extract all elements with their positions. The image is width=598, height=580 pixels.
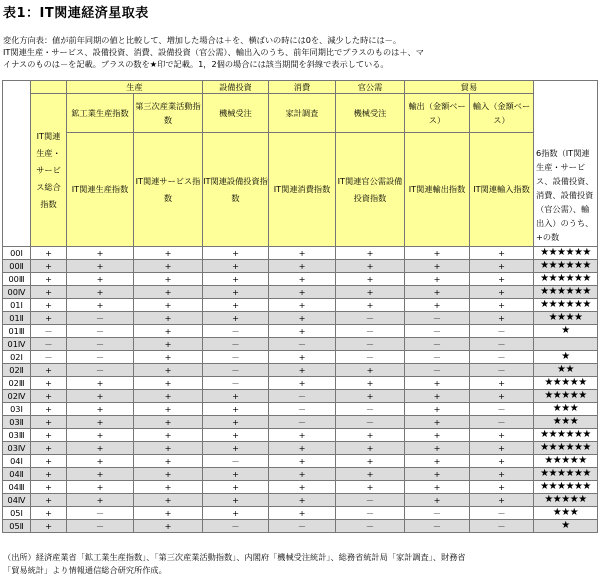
change-cell: + (31, 299, 67, 312)
star-count-cell: ★★★★★ (534, 377, 598, 390)
change-cell: － (269, 338, 336, 351)
source-index-header: 機械受注 (203, 94, 269, 133)
change-cell: + (269, 455, 336, 468)
change-cell: + (336, 377, 405, 390)
change-cell: － (405, 312, 470, 325)
change-cell: + (405, 403, 470, 416)
change-cell: － (336, 325, 405, 338)
change-cell: + (269, 351, 336, 364)
change-cell: + (405, 273, 470, 286)
change-cell: + (405, 286, 470, 299)
period-cell: 04Ⅲ (3, 481, 31, 494)
group-header-blank (31, 81, 67, 94)
source-line: （出所）経済産業省「鉱工業生産指数」、「第三次産業活動指数」、内閣府「機械受注統計」、総務省統計局「家計調査」、財務省 (3, 552, 466, 562)
change-cell: + (31, 481, 67, 494)
source-line: 「貿易統計」より情報通信総合研究所作成。 (3, 565, 167, 575)
source-index-header: 第三次産業活動指数 (134, 94, 203, 133)
change-cell: － (470, 338, 534, 351)
change-cell: + (134, 520, 203, 533)
group-header: 貿易 (405, 81, 534, 94)
change-cell: + (134, 390, 203, 403)
change-cell: + (269, 286, 336, 299)
change-cell: － (67, 325, 134, 338)
change-cell: + (31, 468, 67, 481)
period-cell: 05Ⅱ (3, 520, 31, 533)
change-cell: + (269, 494, 336, 507)
table-row (3, 494, 598, 507)
star-count-cell: ★★★ (534, 403, 598, 416)
period-cell: 04Ⅳ (3, 494, 31, 507)
star-count-cell: ★★★★★ (534, 390, 598, 403)
change-cell: + (31, 286, 67, 299)
change-cell: + (134, 416, 203, 429)
change-cell: － (470, 520, 534, 533)
change-cell: + (31, 507, 67, 520)
change-cell: + (134, 299, 203, 312)
change-cell: + (470, 455, 534, 468)
period-cell: 01Ⅲ (3, 325, 31, 338)
change-cell: + (203, 273, 269, 286)
change-cell: + (405, 481, 470, 494)
change-cell: + (31, 455, 67, 468)
index-header: IT関連生産指数 (67, 133, 134, 247)
change-cell: + (31, 377, 67, 390)
star-count-cell: ★ (534, 325, 598, 338)
change-cell: + (405, 260, 470, 273)
change-cell: + (134, 494, 203, 507)
change-cell: － (405, 325, 470, 338)
change-cell: + (269, 377, 336, 390)
star-count-cell (534, 338, 598, 351)
change-cell: + (336, 260, 405, 273)
change-cell: + (31, 247, 67, 260)
table-row (3, 507, 598, 520)
change-cell: + (203, 442, 269, 455)
period-cell: 04Ⅱ (3, 468, 31, 481)
change-cell: + (203, 468, 269, 481)
change-cell: + (336, 468, 405, 481)
change-cell: + (67, 286, 134, 299)
table-row (3, 247, 598, 260)
change-cell: + (336, 442, 405, 455)
change-cell: － (67, 312, 134, 325)
period-cell: 02Ⅰ (3, 351, 31, 364)
change-cell: + (31, 403, 67, 416)
period-cell: 02Ⅳ (3, 390, 31, 403)
change-cell: + (470, 390, 534, 403)
change-cell: － (67, 364, 134, 377)
change-cell: － (336, 312, 405, 325)
group-header: 生産 (67, 81, 203, 94)
change-cell: － (203, 364, 269, 377)
change-cell: + (405, 455, 470, 468)
change-cell: + (31, 429, 67, 442)
star-count-cell: ★★★★★★ (534, 468, 598, 481)
change-cell: + (67, 299, 134, 312)
change-cell: + (31, 494, 67, 507)
note-line: イナスのものは－を記載。プラスの数を★印で記載。1，2個の場合には該当期間を斜線で表示している。 (3, 59, 389, 69)
change-cell: + (67, 468, 134, 481)
table-row (3, 273, 598, 286)
star-count-cell: ★★★★★ (534, 494, 598, 507)
change-cell: + (405, 247, 470, 260)
change-cell: － (67, 351, 134, 364)
star-count-cell: ★★★★★★ (534, 273, 598, 286)
change-cell: + (269, 273, 336, 286)
change-cell: － (405, 338, 470, 351)
change-cell: + (134, 507, 203, 520)
change-cell: + (134, 442, 203, 455)
change-cell: － (336, 338, 405, 351)
change-cell: + (67, 247, 134, 260)
change-cell: － (269, 390, 336, 403)
change-cell: － (470, 351, 534, 364)
change-cell: + (269, 442, 336, 455)
page-title: 表1：IT関連経済星取表 (3, 6, 149, 21)
change-cell: － (269, 416, 336, 429)
change-cell: + (67, 403, 134, 416)
table-row (3, 416, 598, 429)
star-count-cell: ★★★★★ (534, 455, 598, 468)
change-cell: + (203, 429, 269, 442)
change-cell: － (336, 403, 405, 416)
period-cell: 05Ⅰ (3, 507, 31, 520)
change-cell: + (67, 494, 134, 507)
change-cell: + (203, 390, 269, 403)
table-row (3, 325, 598, 338)
change-cell: － (470, 507, 534, 520)
index-header: IT関連設備投資指数 (203, 133, 269, 247)
change-cell: + (134, 403, 203, 416)
period-cell: 00Ⅲ (3, 273, 31, 286)
table-row (3, 312, 598, 325)
change-cell: － (203, 325, 269, 338)
table-row (3, 377, 598, 390)
change-cell: + (269, 312, 336, 325)
change-cell: + (470, 286, 534, 299)
change-cell: + (405, 416, 470, 429)
change-cell: + (31, 416, 67, 429)
table-row (3, 442, 598, 455)
change-cell: + (203, 481, 269, 494)
period-cell: 03Ⅲ (3, 429, 31, 442)
change-cell: + (336, 299, 405, 312)
period-cell: 04Ⅰ (3, 455, 31, 468)
change-cell: + (269, 429, 336, 442)
change-cell: + (269, 468, 336, 481)
change-cell: － (470, 403, 534, 416)
change-cell: － (269, 520, 336, 533)
source-index-header: 鉱工業生産指数 (67, 94, 134, 133)
period-cell: 00Ⅱ (3, 260, 31, 273)
change-cell: + (67, 429, 134, 442)
star-count-cell: ★★★★ (534, 312, 598, 325)
change-cell: + (269, 481, 336, 494)
change-cell: － (269, 403, 336, 416)
change-cell: － (31, 351, 67, 364)
results-table (2, 80, 598, 533)
change-cell: + (269, 507, 336, 520)
change-cell: + (269, 325, 336, 338)
source-index-header: 輸出（金額ベース） (405, 94, 470, 133)
star-count-cell: ★ (534, 520, 598, 533)
plus-count-header: 6指数（IT関連生産・サービス、設備投資、消費、設備投資（官公需）、輸出入）のうち、+の数 (534, 81, 598, 247)
index-header: IT関連輸出指数 (405, 133, 470, 247)
table-row (3, 481, 598, 494)
change-cell: + (134, 481, 203, 494)
change-cell: + (336, 455, 405, 468)
change-cell: + (203, 416, 269, 429)
change-cell: + (470, 247, 534, 260)
change-cell: － (203, 520, 269, 533)
change-cell: + (470, 442, 534, 455)
change-cell: － (203, 338, 269, 351)
change-cell: － (470, 364, 534, 377)
change-cell: + (405, 442, 470, 455)
change-cell: + (67, 455, 134, 468)
note-line: IT関連生産・サービス、設備投資、消費、設備投資（官公需）、輸出入のうち、前年同期比でプラスのものは＋、マ (3, 47, 424, 57)
change-cell: + (67, 377, 134, 390)
table-row (3, 364, 598, 377)
change-cell: + (470, 494, 534, 507)
table-row (3, 299, 598, 312)
source-index-header: 家計調査 (269, 94, 336, 133)
change-cell: + (31, 390, 67, 403)
table-row (3, 390, 598, 403)
change-cell: + (203, 247, 269, 260)
change-cell: + (67, 260, 134, 273)
table-row (3, 455, 598, 468)
change-cell: － (67, 338, 134, 351)
change-cell: + (134, 455, 203, 468)
change-cell: + (134, 325, 203, 338)
star-count-cell: ★★★★★★ (534, 260, 598, 273)
star-count-cell: ★★★★★★ (534, 247, 598, 260)
change-cell: + (134, 286, 203, 299)
change-cell: + (336, 390, 405, 403)
star-count-cell: ★★★★★★ (534, 481, 598, 494)
change-cell: + (203, 312, 269, 325)
change-cell: － (470, 325, 534, 338)
table-row (3, 429, 598, 442)
index-header: IT関連サービス指数 (134, 133, 203, 247)
change-cell: － (67, 520, 134, 533)
change-cell: + (67, 390, 134, 403)
change-cell: + (67, 416, 134, 429)
change-cell: + (269, 247, 336, 260)
change-cell: + (203, 494, 269, 507)
star-count-cell: ★★ (534, 364, 598, 377)
note-line: 変化方向表：値が前年同期の値と比較して、増加した場合は＋を、横ばいの時には0を、減少した時には－。 (3, 35, 402, 45)
change-cell: + (470, 429, 534, 442)
change-cell: － (405, 364, 470, 377)
change-cell: + (67, 481, 134, 494)
change-cell: － (31, 338, 67, 351)
change-cell: + (336, 247, 405, 260)
change-cell: + (470, 481, 534, 494)
change-cell: － (336, 494, 405, 507)
change-cell: － (336, 416, 405, 429)
source-index-header: 輸入（金額ベース） (470, 94, 534, 133)
period-cell: 03Ⅱ (3, 416, 31, 429)
change-cell: + (203, 507, 269, 520)
period-cell: 01Ⅱ (3, 312, 31, 325)
change-cell: + (134, 377, 203, 390)
table-row (3, 260, 598, 273)
change-cell: － (405, 351, 470, 364)
group-header: 設備投資 (203, 81, 269, 94)
change-cell: － (336, 520, 405, 533)
period-cell: 01Ⅰ (3, 299, 31, 312)
change-cell: + (31, 273, 67, 286)
period-cell: 03Ⅰ (3, 403, 31, 416)
change-cell: + (269, 364, 336, 377)
change-cell: + (470, 468, 534, 481)
change-cell: + (405, 299, 470, 312)
change-cell: + (405, 390, 470, 403)
change-cell: － (31, 325, 67, 338)
it-total-header: IT関連生産・サービス総合指数 (31, 94, 67, 247)
change-cell: + (31, 520, 67, 533)
change-cell: + (31, 442, 67, 455)
change-cell: + (405, 429, 470, 442)
change-cell: + (470, 273, 534, 286)
star-count-cell: ★★★ (534, 507, 598, 520)
change-cell: － (203, 377, 269, 390)
change-cell: + (336, 364, 405, 377)
group-header: 官公需 (336, 81, 405, 94)
star-count-cell: ★★★ (534, 416, 598, 429)
change-cell: + (134, 312, 203, 325)
period-cell: 00Ⅰ (3, 247, 31, 260)
star-count-cell: ★ (534, 351, 598, 364)
change-cell: － (203, 351, 269, 364)
change-cell: + (134, 468, 203, 481)
change-cell: + (203, 299, 269, 312)
change-cell: + (67, 273, 134, 286)
change-cell: + (203, 260, 269, 273)
table-row (3, 468, 598, 481)
change-cell: + (134, 247, 203, 260)
period-cell: 01Ⅳ (3, 338, 31, 351)
table-row (3, 338, 598, 351)
change-cell: + (470, 260, 534, 273)
change-cell: + (31, 364, 67, 377)
change-cell: － (203, 455, 269, 468)
change-cell: － (336, 507, 405, 520)
star-count-cell: ★★★★★★ (534, 442, 598, 455)
change-cell: + (336, 273, 405, 286)
change-cell: + (405, 494, 470, 507)
period-header (3, 81, 31, 247)
change-cell: + (134, 351, 203, 364)
source-note (3, 551, 597, 577)
period-cell: 02Ⅱ (3, 364, 31, 377)
table-row (3, 520, 598, 533)
period-cell: 00Ⅳ (3, 286, 31, 299)
change-cell: + (134, 364, 203, 377)
change-cell: + (67, 442, 134, 455)
change-cell: － (405, 507, 470, 520)
table-row (3, 403, 598, 416)
change-cell: + (470, 312, 534, 325)
change-cell: + (336, 429, 405, 442)
change-cell: + (203, 286, 269, 299)
index-header: IT関連輸入指数 (470, 133, 534, 247)
change-cell: + (336, 481, 405, 494)
change-cell: － (405, 520, 470, 533)
change-cell: + (269, 260, 336, 273)
change-cell: + (336, 286, 405, 299)
change-cell: + (470, 377, 534, 390)
change-cell: + (269, 299, 336, 312)
star-count-cell: ★★★★★★ (534, 299, 598, 312)
change-cell: － (67, 507, 134, 520)
change-cell: + (31, 260, 67, 273)
change-cell: + (134, 260, 203, 273)
change-cell: + (405, 468, 470, 481)
star-count-cell: ★★★★★★ (534, 429, 598, 442)
table-row (3, 351, 598, 364)
change-cell: + (405, 377, 470, 390)
source-index-header: 機械受注 (336, 94, 405, 133)
group-header: 消費 (269, 81, 336, 94)
change-cell: + (134, 338, 203, 351)
star-count-cell: ★★★★★★ (534, 286, 598, 299)
change-cell: － (336, 351, 405, 364)
change-cell: + (203, 403, 269, 416)
index-header: IT関連官公需設備投資指数 (336, 133, 405, 247)
change-cell: + (134, 273, 203, 286)
change-cell: + (134, 429, 203, 442)
period-cell: 02Ⅲ (3, 377, 31, 390)
change-cell: + (470, 299, 534, 312)
change-cell: － (470, 416, 534, 429)
table-row (3, 286, 598, 299)
change-cell: + (31, 312, 67, 325)
index-header: IT関連消費指数 (269, 133, 336, 247)
notes (3, 34, 597, 70)
period-cell: 03Ⅳ (3, 442, 31, 455)
